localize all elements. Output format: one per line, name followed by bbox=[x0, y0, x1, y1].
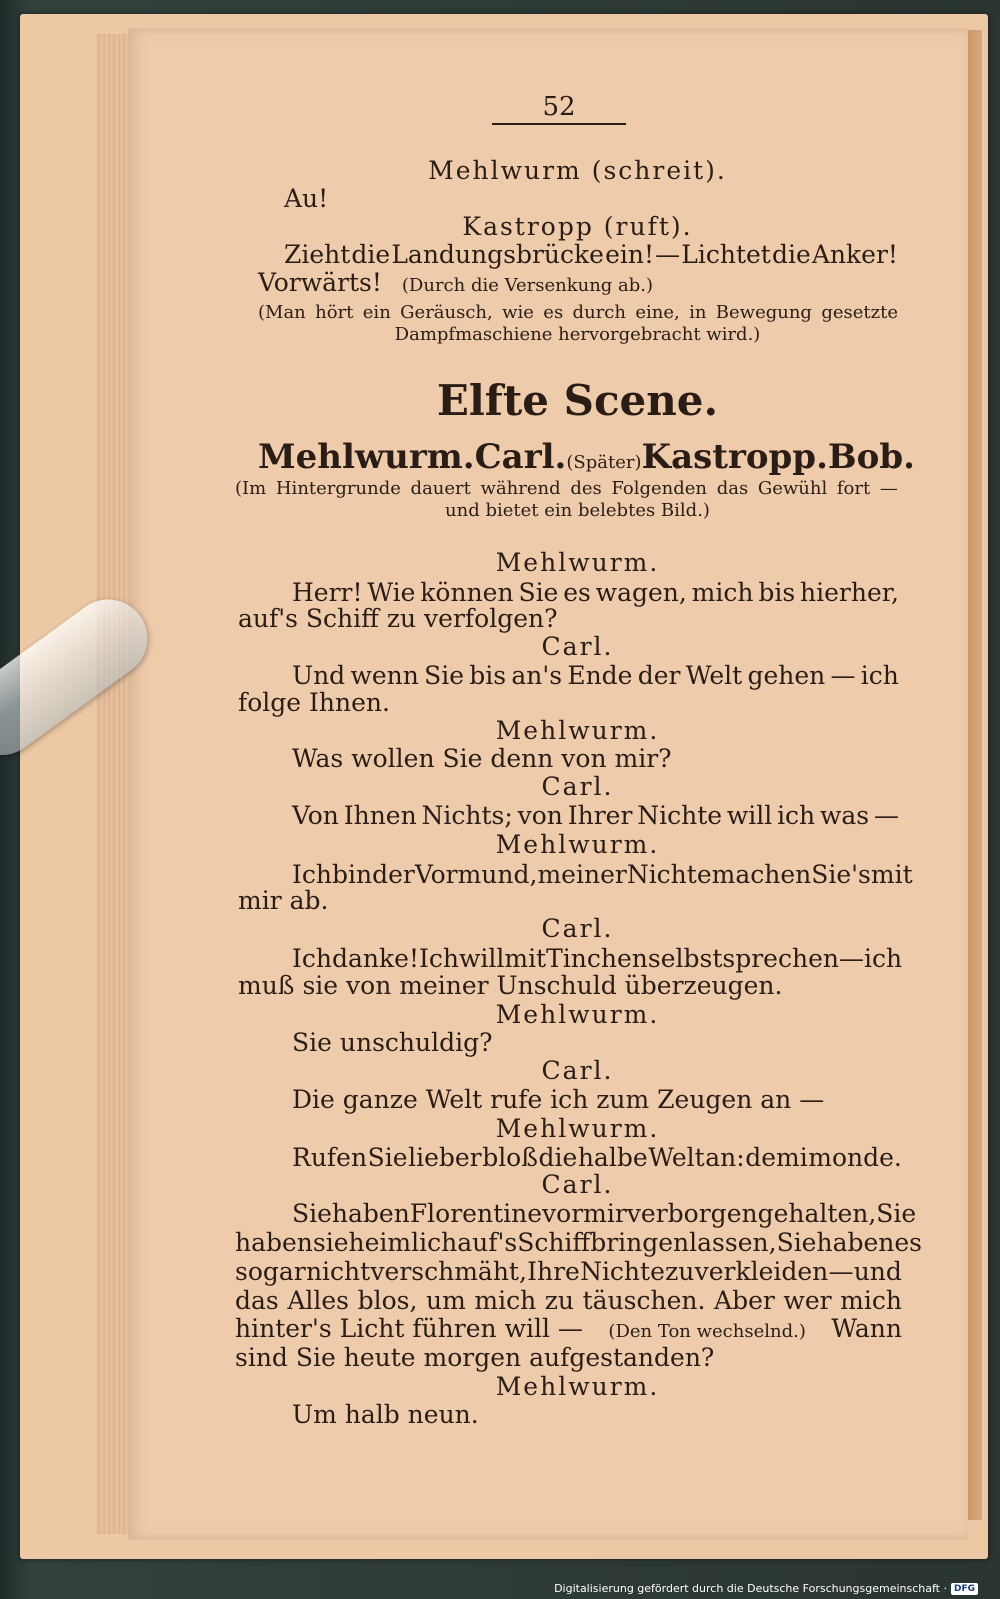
word: blos, bbox=[357, 1286, 418, 1315]
word: machen bbox=[711, 860, 812, 889]
word: Vormund, bbox=[414, 860, 538, 889]
word: Ich bbox=[418, 944, 459, 973]
word: an: bbox=[705, 1143, 745, 1172]
word: fort bbox=[836, 478, 871, 499]
word: Ich bbox=[292, 944, 332, 973]
dialogue-line bbox=[258, 270, 653, 295]
word: ein bbox=[362, 302, 391, 323]
word: es bbox=[543, 302, 564, 323]
word: Landungsbrücke bbox=[391, 240, 604, 269]
word: Wie bbox=[367, 578, 416, 607]
word: Aber bbox=[714, 1286, 775, 1315]
word: das bbox=[235, 1286, 279, 1315]
word: Von bbox=[292, 801, 339, 830]
dialogue-line bbox=[292, 663, 899, 688]
word: — bbox=[655, 240, 681, 269]
speaker-name: Carl. bbox=[541, 914, 614, 943]
word: Welt bbox=[685, 661, 743, 690]
word: Ihre bbox=[527, 1257, 580, 1286]
word: Welt bbox=[648, 1143, 705, 1172]
word: es bbox=[894, 1228, 923, 1257]
dialogue-segment: Wann bbox=[831, 1314, 902, 1343]
word: monde. bbox=[808, 1143, 902, 1172]
word: Sie bbox=[424, 661, 465, 690]
word: Florentine bbox=[409, 1199, 543, 1228]
dramatis-personae bbox=[258, 437, 915, 477]
word: bloß bbox=[482, 1143, 538, 1172]
word: ich bbox=[777, 801, 816, 830]
word: bin bbox=[331, 860, 373, 889]
word: des bbox=[570, 478, 602, 499]
word: danke! bbox=[331, 944, 419, 973]
word: lieber bbox=[408, 1143, 482, 1172]
speaker-name: Mehlwurm. bbox=[495, 548, 660, 577]
dialogue-line bbox=[292, 1199, 917, 1228]
word: wer bbox=[783, 1286, 832, 1315]
stage-line: Mehlwurm (schreit). bbox=[428, 156, 727, 185]
word: von bbox=[517, 801, 563, 830]
dialogue-line bbox=[292, 803, 899, 828]
word: Hintergrunde bbox=[275, 478, 401, 499]
page-number-rule bbox=[492, 123, 626, 125]
word: sprechen bbox=[722, 944, 839, 973]
word: Sie bbox=[876, 1199, 917, 1228]
word: Sie bbox=[292, 1199, 332, 1228]
word: durch bbox=[572, 302, 626, 323]
stage-direction: (Später) bbox=[566, 452, 642, 473]
word: der bbox=[637, 661, 681, 690]
word: an's bbox=[511, 661, 563, 690]
dialogue-line: muß sie von meiner Unschuld überzeugen. bbox=[238, 971, 783, 1000]
dialogue-line bbox=[292, 944, 903, 973]
stage-direction bbox=[235, 480, 898, 498]
word: bis bbox=[469, 661, 507, 690]
word: (Man bbox=[258, 302, 306, 323]
word: — bbox=[873, 801, 899, 830]
word: — bbox=[830, 661, 856, 690]
word: Sie bbox=[518, 578, 559, 607]
word: Rufen bbox=[292, 1143, 368, 1172]
dialogue-segment: hinter's Licht führen will — bbox=[235, 1314, 583, 1343]
character-name: Mehlwurm. bbox=[258, 437, 475, 477]
word: Zieht bbox=[284, 240, 351, 269]
word: haben bbox=[331, 1199, 410, 1228]
dialogue-line: mir ab. bbox=[238, 886, 329, 915]
word: — bbox=[828, 1257, 854, 1286]
word: mit bbox=[870, 860, 913, 889]
word: während bbox=[480, 478, 561, 499]
speaker-name: Mehlwurm. bbox=[495, 1000, 660, 1029]
word: selbst bbox=[647, 944, 723, 973]
word: Ihnen bbox=[343, 801, 417, 830]
word: Ende bbox=[567, 661, 633, 690]
word: Lichtet bbox=[681, 240, 771, 269]
word: hierher, bbox=[800, 578, 899, 607]
word: vor bbox=[542, 1199, 584, 1228]
word: die bbox=[771, 240, 811, 269]
dialogue-line: auf's Schiff zu verfolgen? bbox=[238, 604, 558, 633]
word: Schiff bbox=[517, 1228, 591, 1257]
word: dauert bbox=[410, 478, 471, 499]
word: hört bbox=[315, 302, 354, 323]
dfg-logo-badge: DFG bbox=[951, 1583, 978, 1595]
word: wie bbox=[502, 302, 534, 323]
word: bringen bbox=[590, 1228, 690, 1257]
speaker-name: Mehlwurm. bbox=[495, 716, 660, 745]
speaker-name: Mehlwurm. bbox=[495, 1372, 660, 1401]
stage-direction: Dampfmaschiene hervorgebracht wird.) bbox=[394, 324, 761, 345]
dialogue-line bbox=[292, 580, 899, 605]
word: auf's bbox=[457, 1228, 518, 1257]
credit-text: Digitalisierung gefördert durch die Deutsche Forschungsgemeinschaft · bbox=[554, 1582, 947, 1595]
word: in bbox=[689, 302, 707, 323]
word: Nichte bbox=[637, 801, 723, 830]
word: nicht bbox=[305, 1257, 371, 1286]
word: können bbox=[420, 578, 514, 607]
word: heimlich bbox=[348, 1228, 458, 1257]
word: Sie bbox=[776, 1228, 817, 1257]
word: Sie's bbox=[811, 860, 871, 889]
word: (Im bbox=[235, 478, 267, 499]
word: die bbox=[538, 1143, 578, 1172]
dialogue-line bbox=[235, 1228, 923, 1257]
word: Sie bbox=[367, 1143, 408, 1172]
word: um bbox=[425, 1286, 466, 1315]
word: Ihrer bbox=[567, 801, 633, 830]
word: wenn bbox=[350, 661, 419, 690]
speaker-name: Carl. bbox=[541, 1170, 614, 1199]
stage-direction: und bietet ein belebtes Bild.) bbox=[445, 500, 710, 521]
dialogue-line bbox=[235, 1259, 902, 1284]
scene-heading: Elfte Scene. bbox=[436, 376, 719, 425]
word: mich bbox=[840, 1286, 902, 1315]
word: Geräusch, bbox=[400, 302, 493, 323]
word: Nichte bbox=[580, 1257, 665, 1286]
character-name: Bob. bbox=[827, 437, 915, 477]
word: gehen bbox=[747, 661, 826, 690]
word: verschmäht, bbox=[370, 1257, 527, 1286]
speaker-name: Carl. bbox=[541, 632, 614, 661]
word: will bbox=[726, 801, 773, 830]
word: haben bbox=[816, 1228, 895, 1257]
word: es bbox=[563, 578, 591, 607]
speaker-name: Carl. bbox=[541, 772, 614, 801]
word: Herr! bbox=[292, 578, 363, 607]
word: ich bbox=[860, 661, 899, 690]
dialogue-line: Was wollen Sie denn von mir? bbox=[292, 744, 672, 773]
stage-direction: (Durch die Versenkung ab.) bbox=[401, 275, 654, 296]
dialogue-line: folge Ihnen. bbox=[238, 688, 390, 717]
word: sie bbox=[312, 1228, 349, 1257]
word: ich bbox=[863, 944, 903, 973]
word: die bbox=[351, 240, 391, 269]
word: wagen, bbox=[595, 578, 687, 607]
word: bis bbox=[758, 578, 796, 607]
dialogue-line bbox=[235, 1316, 902, 1341]
dialogue-line bbox=[292, 860, 913, 889]
word: ein! bbox=[605, 240, 655, 269]
word: mich bbox=[474, 1286, 537, 1315]
word: Anker! bbox=[811, 240, 898, 269]
stage-direction bbox=[258, 304, 898, 322]
dialogue-line: Au! bbox=[284, 184, 329, 213]
word: Gewühl bbox=[757, 478, 828, 499]
word: gehalten, bbox=[757, 1199, 877, 1228]
dialogue-line: Sie unschuldig? bbox=[292, 1028, 493, 1057]
speaker-name: Mehlwurm. bbox=[495, 830, 660, 859]
word: eine, bbox=[635, 302, 680, 323]
word: Folgenden bbox=[611, 478, 708, 499]
word: täuschen. bbox=[582, 1286, 706, 1315]
word: demi bbox=[745, 1143, 808, 1172]
word: — bbox=[879, 478, 898, 499]
word: halbe bbox=[577, 1143, 648, 1172]
dialogue-line: Die ganze Welt rufe ich zum Zeugen an — bbox=[292, 1085, 825, 1114]
word: was bbox=[819, 801, 870, 830]
word: Nichts; bbox=[421, 801, 513, 830]
word: das bbox=[716, 478, 749, 499]
word: Bewegung bbox=[715, 302, 812, 323]
word: Nichte bbox=[626, 860, 712, 889]
word: — bbox=[838, 944, 864, 973]
word: verkleiden bbox=[694, 1257, 829, 1286]
word: Und bbox=[292, 661, 346, 690]
word: Tinchen bbox=[546, 944, 648, 973]
dialogue-word: Vorwärts! bbox=[258, 268, 382, 297]
dialogue-line bbox=[284, 242, 898, 267]
word: sogar bbox=[235, 1257, 306, 1286]
word: mich bbox=[691, 578, 754, 607]
page-number: 52 bbox=[542, 92, 576, 122]
word: lassen, bbox=[689, 1228, 777, 1257]
word: Alles bbox=[287, 1286, 349, 1315]
word: der bbox=[372, 860, 415, 889]
speaker-name: Mehlwurm. bbox=[495, 1114, 660, 1143]
word: meiner bbox=[537, 860, 627, 889]
stage-line: Kastropp (ruft). bbox=[462, 212, 693, 241]
word: haben bbox=[235, 1228, 313, 1257]
dialogue-line bbox=[235, 1288, 902, 1313]
word: gesetzte bbox=[821, 302, 898, 323]
stage-direction: (Den Ton wechselnd.) bbox=[608, 1321, 806, 1342]
word: zu bbox=[665, 1257, 695, 1286]
word: verborgen bbox=[626, 1199, 758, 1228]
dialogue-line bbox=[292, 1145, 902, 1170]
character-name: Carl. bbox=[474, 437, 567, 477]
character-name: Kastropp. bbox=[641, 437, 828, 477]
digitization-credit bbox=[554, 1582, 978, 1595]
speaker-name: Carl. bbox=[541, 1056, 614, 1085]
word: Ich bbox=[292, 860, 332, 889]
dialogue-line: Um halb neun. bbox=[292, 1400, 479, 1429]
dialogue-line: sind Sie heute morgen aufgestanden? bbox=[235, 1343, 715, 1372]
word: mir bbox=[583, 1199, 627, 1228]
word: und bbox=[853, 1257, 902, 1286]
word: will bbox=[458, 944, 505, 973]
word: zu bbox=[544, 1286, 575, 1315]
word: mit bbox=[504, 944, 547, 973]
